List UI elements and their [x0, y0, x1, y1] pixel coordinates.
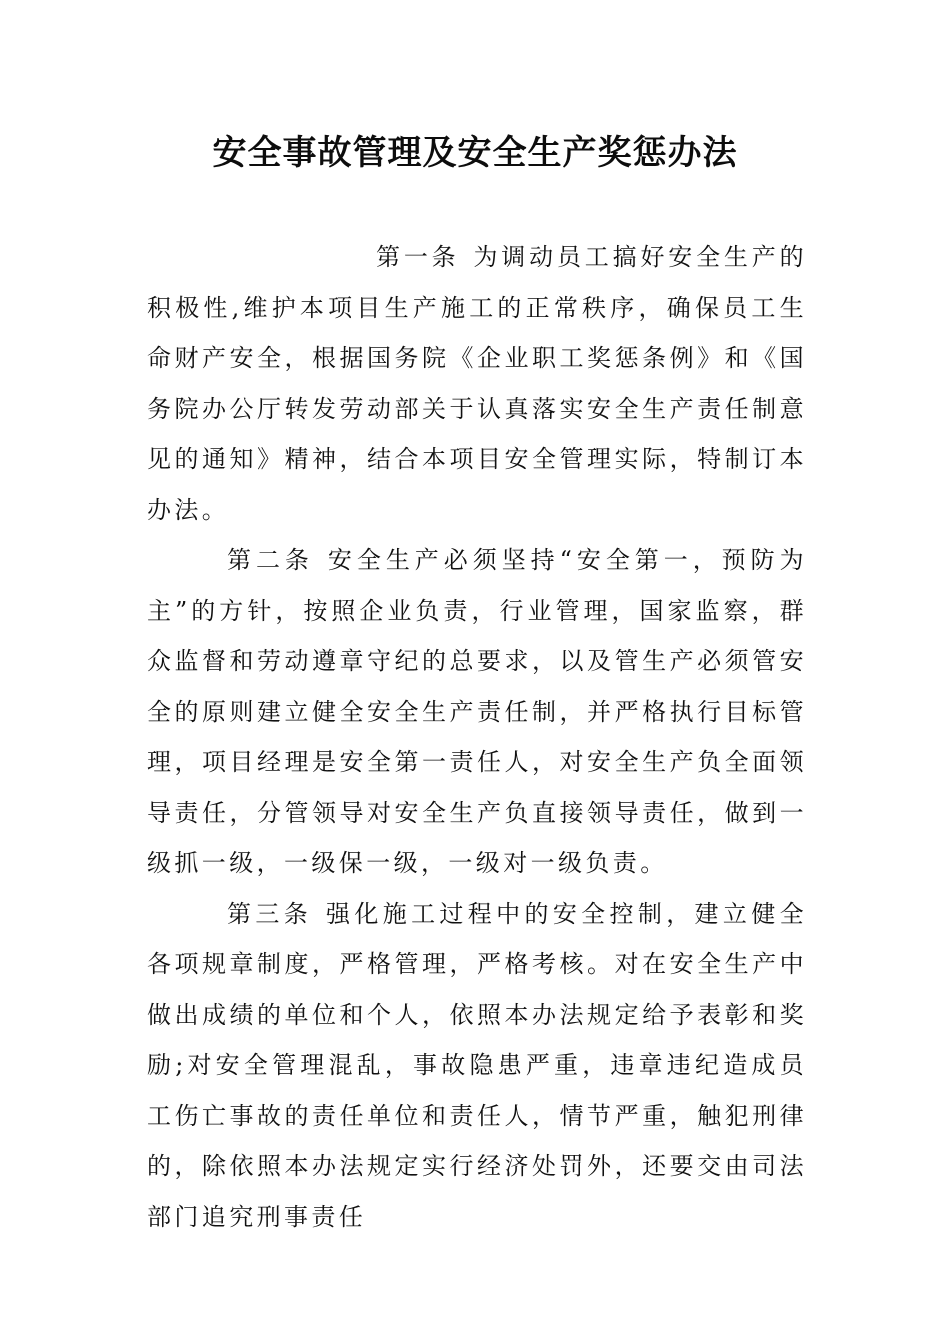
article-3-text: 强化施工过程中的安全控制，建立健全各项规章制度，严格管理，严格考核。对在安全生产中做出成绩的单位和个人，依照本办法规定给予表彰和奖励;对安全管理混乱，事故隐患严重，违章违纪造成员工伤亡事故的责任单位和责任人，情节严重，触犯刑律的，除依照本办法规定实行经济处罚外，还要交由司法部门追究刑事责任	[147, 899, 807, 1231]
document-title: 安全事故管理及安全生产奖惩办法	[212, 133, 738, 173]
article-1	[147, 232, 807, 535]
article-3-number: 第三条	[227, 899, 313, 928]
document-body	[147, 232, 807, 1242]
article-2-number: 第二条	[227, 546, 314, 574]
article-1-number: 第一条	[376, 243, 460, 271]
article-2	[147, 535, 807, 889]
article-2-text: 安全生产必须坚持“安全第一，预防为主”的方针，按照企业负责，行业管理，国家监察，群众监督和劳动遵章守纪的总要求，以及管生产必须管安全的原则建立健全安全生产责任制，并严格执行目标管理，项目经理是安全第一责任人，对安全生产负全面领导责任，分管领导对安全生产负直接领导责任，做到一级抓一级，一级保一级，一级对一级负责。	[147, 546, 808, 877]
article-1-text: 为调动员工搞好安全生产的积极性,维护本项目生产施工的正常秩序，确保员工生命财产安全，根据国务院《企业职工奖惩条例》和《国务院办公厅转发劳动部关于认真落实安全生产责任制意见的通知》精神，结合本项目安全管理实际，特制订本办法。	[147, 243, 807, 524]
article-3	[147, 889, 807, 1243]
